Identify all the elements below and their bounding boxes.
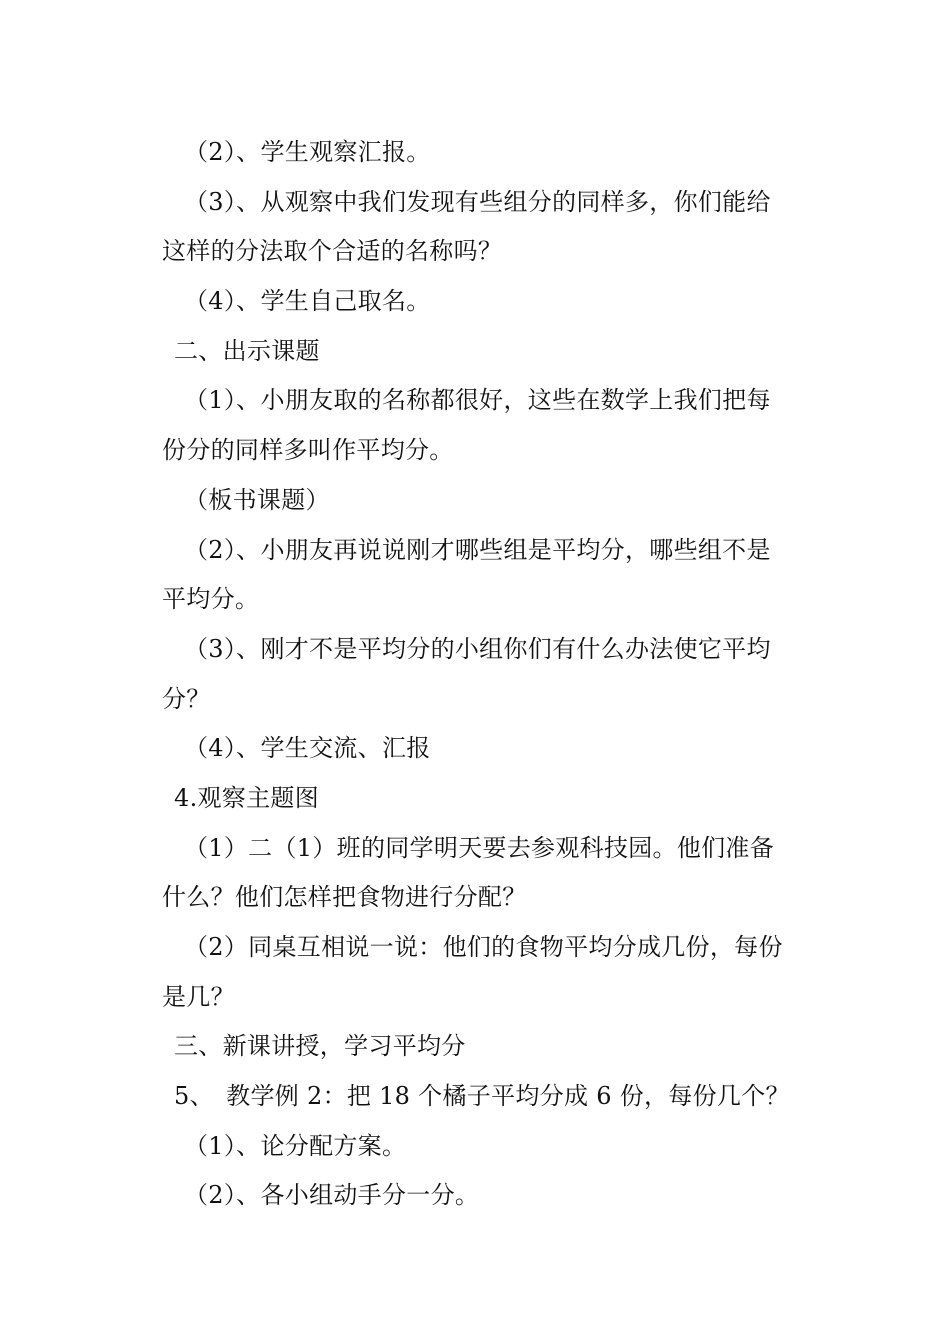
text-line: 分？ — [162, 684, 211, 713]
text-line: （4）、学生自己取名。 — [184, 287, 431, 316]
text-line: （2）、各小组动手分一分。 — [184, 1181, 480, 1210]
section-heading: 4.观察主题图 — [174, 783, 319, 812]
text-line: （1）、小朋友取的名称都很好，这些在数学上我们把每 — [184, 386, 771, 415]
text-line: 平均分。 — [162, 585, 260, 614]
text-line: 5、 教学例 2：把 18 个橘子平均分成 6 份，每份几个？ — [174, 1082, 790, 1111]
text-line: （2）同桌互相说一说：他们的食物平均分成几份，每份 — [184, 933, 783, 961]
section-heading: 二、出示课题 — [174, 336, 320, 365]
text-line: 什么？他们怎样把食物进行分配？ — [162, 883, 527, 912]
text-line: （4）、学生交流、汇报 — [184, 734, 431, 763]
text-line: （2）、学生观察汇报。 — [184, 138, 431, 166]
text-line: （2）、小朋友再说说刚才哪些组是平均分，哪些组不是 — [184, 535, 771, 564]
text-line: 这样的分法取个合适的名称吗？ — [162, 237, 503, 266]
text-line: （1）二（1）班的同学明天要去参观科技园。他们准备 — [184, 833, 775, 862]
text-line: （3）、刚才不是平均分的小组你们有什么办法使它平均 — [184, 634, 771, 663]
section-heading: 三、新课讲授，学习平均分 — [174, 1032, 466, 1061]
text-line: （板书课题） — [184, 485, 330, 514]
text-line: 份分的同样多叫作平均分。 — [162, 436, 454, 465]
text-line: （3）、从观察中我们发现有些组分的同样多，你们能给 — [184, 187, 771, 216]
text-line: 是几？ — [162, 982, 235, 1011]
text-line: （1）、论分配方案。 — [184, 1131, 407, 1160]
document-body — [162, 128, 812, 1221]
